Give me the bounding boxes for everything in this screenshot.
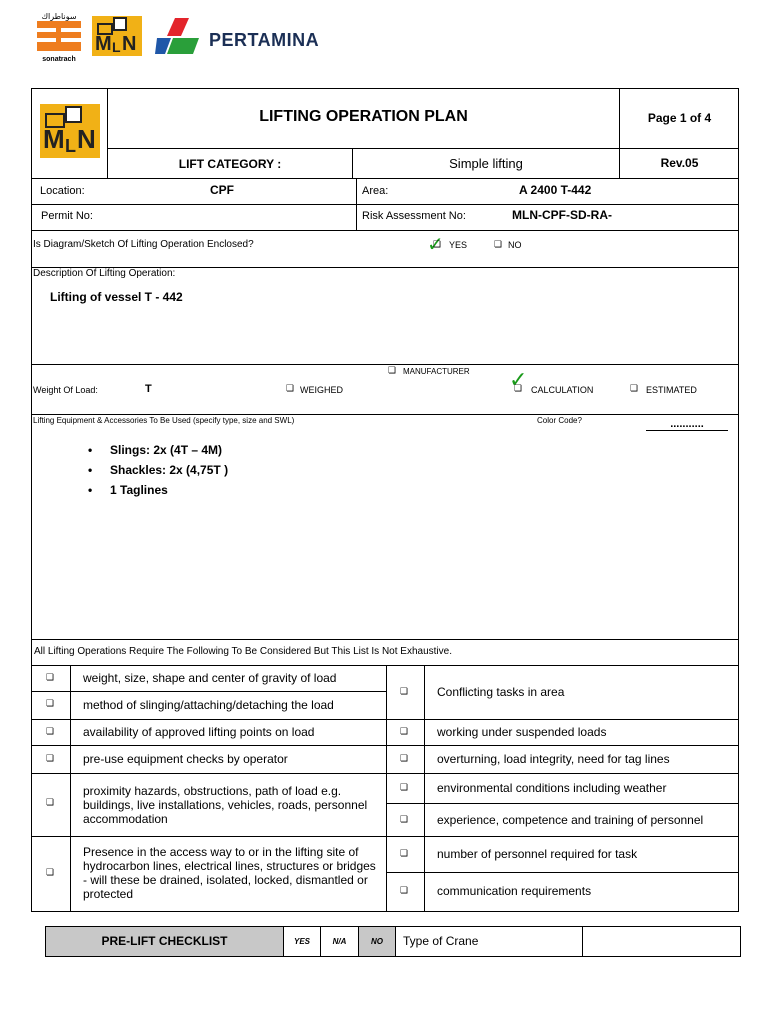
calculation-checkbox[interactable] (514, 384, 522, 394)
pertamina-emblem-icon (155, 16, 203, 56)
consideration-item: Conflicting tasks in area (437, 685, 565, 699)
consideration-checkbox[interactable] (400, 727, 408, 737)
consideration-checkbox[interactable] (46, 798, 54, 808)
considerations-intro: All Lifting Operations Require The Following To Be Considered But This List Is Not Exhaustive. (34, 646, 452, 657)
consideration-item: communication requirements (437, 884, 592, 898)
color-code-value: ........... (646, 418, 728, 431)
crane-type-value-field[interactable] (583, 927, 740, 956)
consideration-item: proximity hazards, obstructions, path of load e.g. buildings, live installations, vehicles, roads, personnel accommodation (83, 784, 368, 826)
mln-logo-form (40, 104, 100, 158)
page-number: Page 1 of 4 (647, 111, 712, 125)
revision: Rev.05 (660, 156, 699, 170)
svg-text:N: N (122, 33, 137, 55)
yes-label: YES (449, 240, 468, 250)
equipment-label: Lifting Equipment & Accessories To Be Used (specify type, size and SWL) (33, 416, 295, 425)
manufacturer-checkbox[interactable] (388, 366, 396, 376)
list-item: • Slings: 2x (4T – 4M) (88, 443, 223, 457)
sonatrach-logo (36, 12, 82, 63)
consideration-checkbox[interactable] (400, 783, 408, 793)
weight-label: Weight Of Load: (33, 385, 98, 395)
list-item: • 1 Taglines (88, 483, 168, 497)
prelift-title-cell (46, 927, 284, 956)
prelift-yes-cell (284, 927, 321, 956)
consideration-checkbox[interactable] (400, 687, 408, 697)
risk-assessment-value: MLN-CPF-SD-RA- (512, 208, 612, 222)
consideration-checkbox[interactable] (46, 673, 54, 683)
prelift-na-cell (321, 927, 359, 956)
form-title: LIFTING OPERATION PLAN (259, 108, 468, 125)
diagram-question: Is Diagram/Sketch Of Lifting Operation Enclosed? (33, 239, 254, 250)
weight-value: T (145, 383, 152, 395)
consideration-item: experience, competence and training of personnel (437, 813, 704, 827)
lift-category-label: LIFT CATEGORY : (178, 157, 282, 171)
consideration-checkbox[interactable] (400, 886, 408, 896)
prelift-no-label: NO (371, 937, 383, 946)
risk-assessment-label: Risk Assessment No: (362, 210, 466, 222)
no-checkbox[interactable] (494, 240, 502, 250)
estimated-checkbox[interactable] (630, 384, 638, 394)
consideration-item: pre-use equipment checks by operator (83, 752, 288, 766)
consideration-item: method of slinging/attaching/detaching the load (83, 698, 334, 712)
consideration-item: availability of approved lifting points on load (83, 725, 315, 739)
consideration-item: overturning, load integrity, need for tag lines (437, 752, 670, 766)
consideration-item: number of personnel required for task (437, 847, 638, 861)
color-code-label: Color Code? (537, 416, 582, 425)
consideration-item: environmental conditions including weather (437, 781, 667, 795)
equipment-list (88, 443, 228, 503)
list-item: • Shackles: 2x (4,75T ) (88, 463, 229, 477)
description-value: Lifting of vessel T - 442 (50, 290, 183, 304)
location-value: CPF (210, 183, 234, 197)
consideration-checkbox[interactable] (400, 849, 408, 859)
svg-text:M: M (95, 33, 112, 55)
prelift-na-label: N/A (332, 937, 347, 946)
permit-label: Permit No: (41, 210, 93, 222)
calculation-label: CALCULATION (531, 385, 594, 395)
mln-logo-top (92, 16, 142, 56)
prelift-title: PRE-LIFT CHECKLIST (101, 934, 228, 948)
consideration-item: weight, size, shape and center of gravity of load (83, 671, 337, 685)
checkmark-icon: ✓ (509, 368, 528, 393)
estimated-label: ESTIMATED (646, 385, 697, 395)
consideration-checkbox[interactable] (46, 754, 54, 764)
sonatrach-name-text: sonatrach (42, 56, 76, 63)
sonatrach-emblem-icon (36, 21, 82, 51)
location-label: Location: (40, 185, 85, 197)
svg-text:L: L (112, 39, 121, 55)
crane-type-label: Type of Crane (403, 934, 479, 948)
svg-text:L: L (65, 136, 76, 156)
weighed-label: WEIGHED (300, 385, 344, 395)
weighed-checkbox[interactable] (286, 384, 294, 394)
consideration-checkbox[interactable] (400, 815, 408, 825)
consideration-checkbox[interactable] (46, 727, 54, 737)
prelift-yes-label: YES (293, 937, 310, 946)
no-label: NO (508, 240, 522, 250)
yes-checkbox[interactable] (433, 240, 441, 250)
consideration-checkbox[interactable] (46, 868, 54, 878)
sonatrach-arabic-text: سوناطراك (41, 12, 77, 21)
consideration-checkbox[interactable] (46, 699, 54, 709)
svg-text:N: N (77, 124, 96, 154)
area-label: Area: (362, 185, 389, 197)
description-label: Description Of Lifting Operation: (33, 268, 176, 279)
pertamina-logo (155, 16, 320, 58)
consideration-item: working under suspended loads (437, 725, 607, 739)
prelift-no-cell (359, 927, 396, 956)
mln-logo-icon (92, 16, 142, 56)
checkmark-icon: ✓ (427, 232, 444, 256)
manufacturer-label: MANUFACTURER (403, 367, 470, 376)
consideration-checkbox[interactable] (400, 754, 408, 764)
area-value: A 2400 T-442 (519, 183, 592, 197)
crane-type-cell (396, 927, 583, 956)
consideration-item: Presence in the access way to or in the lifting site of hydrocarbon lines, electrical lines, structures or bridges - will these be drained, isolated, locked, dismantled or protected (83, 845, 376, 901)
svg-text:M: M (43, 124, 65, 154)
pertamina-name: PERTAMINA (209, 30, 320, 50)
lift-category-value: Simple lifting (449, 156, 523, 171)
mln-logo-icon (40, 104, 100, 158)
